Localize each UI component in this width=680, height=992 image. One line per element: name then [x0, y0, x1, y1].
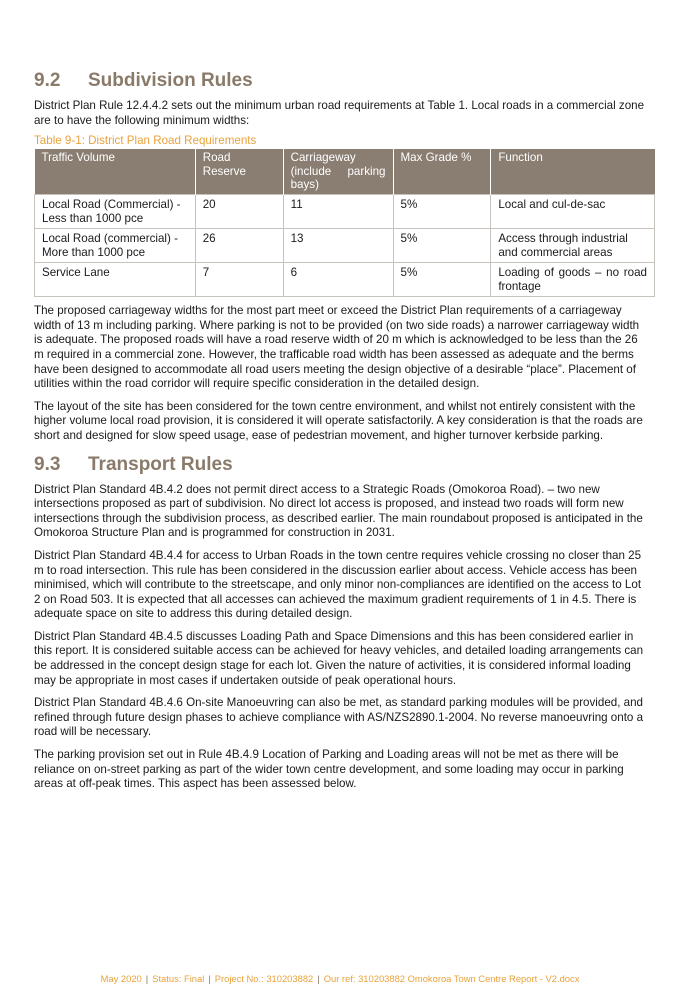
table-cell: Local Road (Commercial) - Less than 1000 pce	[35, 195, 196, 229]
document-page	[34, 68, 648, 792]
section-title: Subdivision Rules	[88, 70, 253, 91]
table-row	[35, 229, 655, 263]
table-cell: Service Lane	[35, 263, 196, 297]
body-paragraph: District Plan Standard 4B.4.5 discusses Loading Path and Space Dimensions and this has been considered earlier in this report. It is considered suitable access can be achieved for heavy vehicles, and detailed loading arrangements can be addressed in the concept design stage for each lot. Given the nature of activities, it is considered informal loading may be appropriate in most cases if undertaken outside of peak operational hours.	[34, 629, 644, 687]
footer-reference: Our ref: 310203882 Omokoroa Town Centre Report - V2.docx	[323, 973, 580, 984]
header-cell: Road Reserve	[195, 149, 283, 195]
table-cell: 6	[283, 263, 393, 297]
header-cell: Max Grade %	[393, 149, 491, 195]
body-paragraph: The layout of the site has been considered for the town centre environment, and whilst not entirely consistent with the higher volume local road provision, it is considered it will operate satisfactorily. A key consideration is that the roads are short and designed for slow speed usage, ease of pedestrian movement, and higher turnover kerbside parking.	[34, 399, 643, 442]
table-row	[35, 263, 655, 297]
body-paragraph: The proposed carriageway widths for the most part meet or exceed the District Plan requirements of a carriageway width of 13 m including parking. Where parking is not to be provided (on two side roads) a narrower carriageway width is adequate. The proposed roads will have a road reserve width of 20 m which is acknowledged to be less than the 26 m required in a commercial zone. However, the trafficable road width has been assessed as adequate and the berms have been designed to accommodate all road users meeting the design objective of a desirable “place”. Placement of utilities within the road corridor will require specific consideration in the detailed design.	[34, 304, 640, 391]
footer-separator: |	[145, 973, 149, 984]
table-cell: Local and cul-de-sac	[491, 195, 655, 229]
header-cell: Function	[491, 149, 655, 195]
section-title: Transport Rules	[88, 453, 233, 475]
table-cell: 7	[195, 263, 283, 297]
table-caption: Table 9-1: District Plan Road Requirements	[34, 134, 257, 148]
body-paragraph: District Plan Standard 4B.4.2 does not permit direct access to a Strategic Roads (Omokoroa Road). – two new intersections proposed as part of subdivision. No direct lot access is proposed, and instead two roads will form new intersections through the subdivision process, as described earlier. The main roundabout proposed is anticipated in the Omokoroa Structure Plan and is programmed for construction in 2031.	[34, 482, 643, 540]
table-cell: 13	[283, 229, 393, 263]
table-header-row	[35, 149, 655, 195]
body-paragraph: The parking provision set out in Rule 4B.4.9 Location of Parking and Loading areas will not be met as there will be reliance on on-street parking as part of the wider town centre development, and some loading may occur in parking areas at off-peak times. This aspect has been assessed below.	[34, 748, 624, 791]
table-cell: 11	[283, 195, 393, 229]
table-cell: 26	[195, 229, 283, 263]
body-paragraph: District Plan Standard 4B.4.6 On-site Manoeuvring can also be met, as standard parking modules will be provided, and refined through future design phases to achieve compliance with AS/NZS2890.1-2004. No reverse manoeuvring onto a road will be necessary.	[34, 696, 644, 739]
table-cell: Loading of goods – no road frontage	[491, 263, 655, 297]
body-paragraph: District Plan Standard 4B.4.4 for access to Urban Roads in the town centre requires vehicle crossing no closer than 25 m to road intersection. This rule has been considered in the discussion earlier about access. Vehicle access has been minimised, which will contribute to the streetscape, and only minor non-compliances are identified on the access to Lot 2 on Road 503. It is expected that all accesses can achieved the maximum gradient requirements of 1 in 4.5. There is adequate space on site to address this during detailed design.	[34, 548, 642, 621]
header-cell: Carriageway (include parking bays)	[283, 149, 393, 195]
section-number: 9.2	[34, 70, 61, 91]
table-cell: 20	[195, 195, 283, 229]
table-cell: 5%	[393, 229, 491, 263]
table-row	[35, 195, 655, 229]
footer-separator: |	[317, 973, 320, 984]
section-heading-9-3	[34, 452, 648, 478]
table-cell: 5%	[393, 195, 491, 229]
table-cell: Local Road (commercial) - More than 1000 pce	[35, 229, 196, 263]
footer-status: Status: Final	[152, 973, 205, 984]
footer-date: May 2020	[100, 973, 142, 984]
footer-project-number: Project No.: 310203882	[214, 973, 314, 984]
road-requirements-table	[34, 149, 655, 297]
intro-paragraph: District Plan Rule 12.4.4.2 sets out the minimum urban road requirements at Table 1. Local roads in a commercial zone are to have the following minimum widths:	[34, 99, 645, 127]
header-cell: Traffic Volume	[35, 149, 196, 195]
table-cell: 5%	[393, 263, 491, 297]
footer-separator: |	[208, 973, 211, 984]
table-cell: Access through industrial and commercial areas	[491, 229, 655, 263]
section-heading-9-2	[34, 68, 648, 94]
section-number: 9.3	[34, 453, 61, 475]
page-footer	[0, 973, 680, 984]
